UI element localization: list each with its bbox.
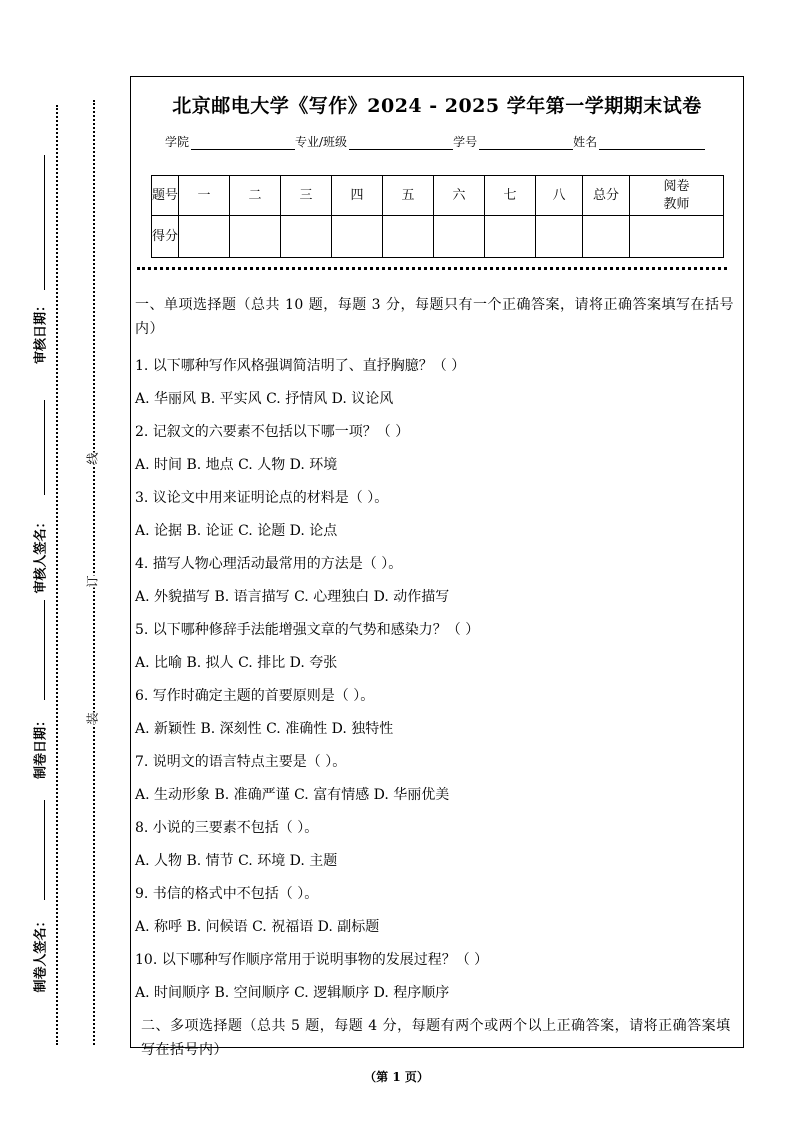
header-cell: 总分 <box>583 176 630 216</box>
name-field[interactable] <box>599 137 705 150</box>
binding-dotted-line-outer <box>56 105 58 1045</box>
score-cell[interactable] <box>434 216 485 258</box>
reviewer-sign-label: 审核人签名： <box>33 515 49 594</box>
score-cell[interactable] <box>179 216 230 258</box>
score-cell[interactable] <box>281 216 332 258</box>
header-cell: 二 <box>230 176 281 216</box>
score-cell[interactable] <box>536 216 583 258</box>
dotted-separator <box>137 267 727 270</box>
reviewer-date-line <box>44 155 45 290</box>
score-cell[interactable] <box>630 216 724 258</box>
score-cell[interactable] <box>230 216 281 258</box>
score-cell[interactable] <box>485 216 536 258</box>
header-cell: 五 <box>383 176 434 216</box>
header-cell: 阅卷教师 <box>630 176 724 216</box>
header-cell: 一 <box>179 176 230 216</box>
score-row-label: 得分 <box>152 216 179 258</box>
maker-date-label: 制卷日期： <box>33 714 49 780</box>
score-table-header-row <box>152 176 724 216</box>
reviewer-sign-line <box>44 400 45 495</box>
question-text: 1. 以下哪种写作风格强调简洁明了、直抒胸臆？（ ） <box>135 358 466 374</box>
student-info-row <box>165 133 705 150</box>
question-text: 3. 议论文中用来证明论点的材料是（ ）。 <box>135 490 389 506</box>
score-cell[interactable] <box>332 216 383 258</box>
maker-sign-line <box>44 800 45 900</box>
student-id-label: 学号 <box>453 135 478 149</box>
major-label: 专业/班级 <box>295 135 348 149</box>
question-text: 5. 以下哪种修辞手法能增强文章的气势和感染力？（ ） <box>135 622 480 638</box>
question-options: A. 称呼 B. 问候语 C. 祝福语 D. 副标题 <box>135 919 380 935</box>
question-options: A. 外貌描写 B. 语言描写 C. 心理独白 D. 动作描写 <box>135 589 450 605</box>
section2-heading: 二、多项选择题（总共 5 题，每题 4 分，每题有两个或两个以上正确答案，请将正确答案填写在括号内） <box>141 1018 731 1058</box>
binding-dotted-line-inner <box>93 100 95 1045</box>
question-options: A. 华丽风 B. 平实风 C. 抒情风 D. 议论风 <box>135 391 394 407</box>
question-options: A. 时间 B. 地点 C. 人物 D. 环境 <box>135 457 338 473</box>
header-cell: 七 <box>485 176 536 216</box>
page-number: （第 1 页） <box>364 1070 429 1084</box>
maker-date-line <box>44 600 45 700</box>
header-cell: 题号 <box>152 176 179 216</box>
question-text: 9. 书信的格式中不包括（ ）。 <box>135 886 319 902</box>
question-text: 10. 以下哪种写作顺序常用于说明事物的发展过程？（ ） <box>135 952 489 968</box>
major-field[interactable] <box>349 137 453 150</box>
exam-frame <box>130 76 744 1058</box>
section1-heading: 一、单项选择题（总共 10 题，每题 3 分，每题只有一个正确答案，请将正确答案填写在括号内） <box>135 297 735 337</box>
school-field[interactable] <box>191 137 295 150</box>
name-label: 姓名 <box>573 135 598 149</box>
school-label: 学院 <box>165 135 190 149</box>
question-text: 8. 小说的三要素不包括（ ）。 <box>135 820 319 836</box>
question-text: 7. 说明文的语言特点主要是（ ）。 <box>135 754 347 770</box>
question-options: A. 生动形象 B. 准确严谨 C. 富有情感 D. 华丽优美 <box>135 787 450 803</box>
question-options: A. 论据 B. 论证 C. 论题 D. 论点 <box>135 523 338 539</box>
score-table <box>151 175 724 258</box>
question-text: 4. 描写人物心理活动最常用的方法是（ ）。 <box>135 556 403 572</box>
binding-mark-bind: 订 <box>85 575 100 588</box>
question-options: A. 新颖性 B. 深刻性 C. 准确性 D. 独特性 <box>135 721 394 737</box>
binding-mark-pack: 装 <box>85 712 100 725</box>
header-cell: 八 <box>536 176 583 216</box>
reviewer-date-label: 审核日期： <box>33 299 49 365</box>
header-cell: 六 <box>434 176 485 216</box>
question-options: A. 人物 B. 情节 C. 环境 D. 主题 <box>135 853 338 869</box>
header-cell: 四 <box>332 176 383 216</box>
student-id-field[interactable] <box>479 137 573 150</box>
question-options: A. 时间顺序 B. 空间顺序 C. 逻辑顺序 D. 程序顺序 <box>135 985 450 1001</box>
score-table-score-row <box>152 216 724 258</box>
question-text: 6. 写作时确定主题的首要原则是（ ）。 <box>135 688 375 704</box>
binding-mark-line: 线 <box>85 452 100 465</box>
header-cell: 三 <box>281 176 332 216</box>
exam-title: 北京邮电大学《写作》2024 - 2025 学年第一学期期末试卷 <box>172 95 702 117</box>
score-cell[interactable] <box>583 216 630 258</box>
questions-content <box>135 293 743 1062</box>
maker-sign-label: 制卷人签名： <box>33 914 49 993</box>
question-options: A. 比喻 B. 拟人 C. 排比 D. 夸张 <box>135 655 338 671</box>
question-text: 2. 记叙文的六要素不包括以下哪一项？（ ） <box>135 424 410 440</box>
score-cell[interactable] <box>383 216 434 258</box>
